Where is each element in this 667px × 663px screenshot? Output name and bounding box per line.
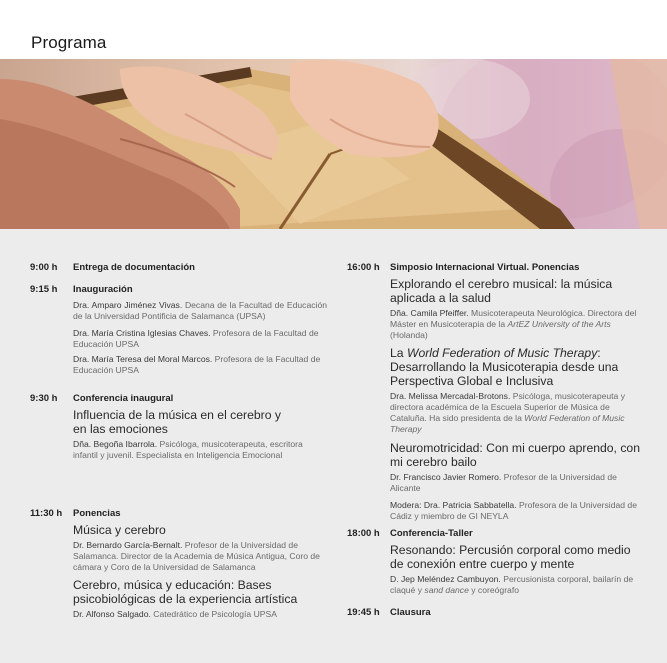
speaker-name: Dña. Begoña Ibarrola.	[73, 439, 158, 449]
speaker-desc-tail: y coreógrafo	[468, 585, 520, 595]
speaker-name: Dr. Alfonso Salgado.	[73, 609, 151, 619]
item-heading: Clausura	[390, 607, 431, 618]
item-heading: Ponencias	[73, 508, 121, 519]
speaker-name: Dra. María Teresa del Moral Marcos.	[73, 354, 213, 364]
speaker-name: Dña. Camila Pfeiffer.	[390, 308, 469, 318]
speaker-desc: Profesora de la Facultad de Educación UPSA	[73, 354, 321, 375]
item-time: 9:30 h	[30, 393, 58, 404]
speaker-desc: Psicóloga, musicoterapeuta, escritora infantil y juvenil. Especialista en Inteligencia Emocional	[73, 439, 303, 460]
talk-title: Neuromotricidad: Con mi cuerpo aprendo, con mi cerebro bailo	[390, 441, 640, 469]
speaker-desc: Profesor de la Universidad de Alicante	[390, 472, 617, 493]
speaker	[390, 574, 643, 596]
item-time: 18:00 h	[347, 528, 380, 539]
item-heading: Entrega de documentación	[73, 262, 195, 273]
speaker	[73, 609, 327, 620]
hero-image	[0, 59, 667, 229]
page-title: Programa	[31, 33, 107, 52]
speaker	[73, 328, 327, 350]
talk-title-pre: La	[390, 346, 407, 360]
program-section	[0, 229, 667, 663]
item-heading: Conferencia-Taller	[390, 528, 473, 539]
speaker-desc-tail: (Holanda)	[390, 330, 428, 340]
talk-title: Influencia de la música en el cerebro y en las emociones	[73, 408, 281, 436]
speaker-name: Dr. Francisco Javier Romero.	[390, 472, 502, 482]
speaker	[73, 354, 327, 376]
speaker-desc: Decana de la Facultad de Educación de la Universidad Pontificia de Salamanca (UPSA)	[73, 300, 327, 321]
speaker-name: Dra. María Cristina Iglesias Chaves.	[73, 328, 211, 338]
speaker-desc: Profesora de la Facultad de Educación UPSA	[73, 328, 319, 349]
speaker-desc: Musicoterapeuta Neurológica. Directora del Máster en Musicoterapia de la	[390, 308, 637, 329]
moderator-desc: Profesora de la Universidad de Cádiz y miembro de GI NEYLA	[390, 500, 637, 521]
speaker-name: Dra. Melissa Mercadal-Brotons.	[390, 391, 511, 401]
speaker-name: Dra. Amparo Jiménez Vivas.	[73, 300, 183, 310]
speaker	[390, 308, 643, 341]
speaker-name: D. Jep Meléndez Cambuyon.	[390, 574, 501, 584]
speaker	[73, 300, 327, 322]
item-time: 16:00 h	[347, 262, 380, 273]
item-time: 19:45 h	[347, 607, 380, 618]
speaker-desc: Catedrático de Psicología UPSA	[150, 609, 277, 619]
talk-title-em: World Federation of Music Therapy	[406, 346, 598, 360]
moderator	[390, 500, 643, 522]
talk-title: Música y cerebro	[73, 523, 166, 537]
hero-illustration	[0, 59, 667, 229]
item-time: 9:00 h	[30, 262, 58, 273]
item-heading: Simposio Internacional Virtual. Ponencias	[390, 262, 580, 273]
item-time: 9:15 h	[30, 284, 58, 295]
speaker	[390, 391, 643, 435]
talk-title: Cerebro, música y educación: Bases psicobiológicas de la experiencia artística	[73, 578, 298, 606]
item-heading: Conferencia inaugural	[73, 393, 174, 404]
item-heading: Inauguración	[73, 284, 133, 295]
speaker-desc: Psicóloga, musicoterapeuta y directora académica de la Escuela Superior de Música de Cataluña. Ha sido presidenta de la	[390, 391, 626, 423]
talk-title: Explorando el cerebro musical: la música aplicada a la salud	[390, 277, 613, 305]
speaker-desc: Profesor de la Universidad de Salamanca. Director de la Academia de Música Antigua, Coro de cámara y Coro de la Universidad de Salamanca	[73, 540, 320, 572]
speaker-desc-em: World Federation of Music Therapy	[390, 413, 625, 434]
item-time: 11:30 h	[30, 508, 63, 519]
speaker-name: Dr. Bernardo García-Bernalt.	[73, 540, 183, 550]
speaker	[73, 540, 327, 573]
speaker	[390, 472, 643, 494]
talk-title: Resonando: Percusión corporal como medio de conexión entre cuerpo y mente	[390, 543, 631, 571]
talk-title	[390, 346, 643, 388]
speaker-desc: Percusionista corporal, bailarín de claqué y	[390, 574, 634, 595]
speaker-desc-em: sand dance	[424, 585, 469, 595]
speaker	[73, 439, 327, 461]
talk-title-post: : Desarrollando la Musicoterapia desde una Perspectiva Global e Inclusiva	[390, 346, 619, 388]
moderator-name: Modera: Dra. Patricia Sabbatella.	[390, 500, 517, 510]
speaker-desc-em: ArtEZ University of the Arts	[507, 319, 611, 329]
